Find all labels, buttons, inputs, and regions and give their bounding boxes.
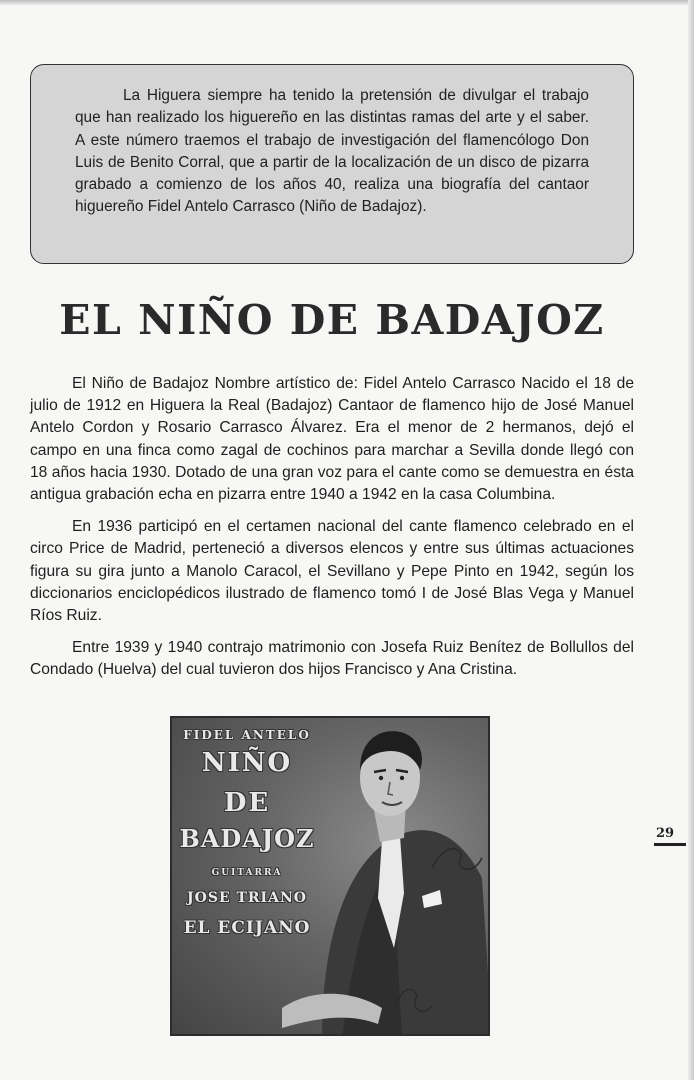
article-paragraph-2: En 1936 participó en el certamen nacional del cante flamenco celebrado en el circo Price de Madrid, perteneció a diversos elencos y entre sus últimas actuaciones figura su gira junto a Manolo Caracol, el Sevillano y Pepe Pinto en 1942, según los diccionarios enciclopédicos ilustrado de flamenco tomó I de José Blas Vega y Manuel Ríos Ruiz.: [30, 518, 634, 625]
article-paragraph-3: Entre 1939 y 1940 contrajo matrimonio con Josefa Ruiz Benítez de Bollullos del Condado (Huelva) del cual tuvieron dos hijos Francisco y Ana Cristina.: [30, 639, 634, 679]
cover-stage-name-line-3: BADAJOZ: [179, 824, 315, 853]
page-number: 29: [656, 826, 675, 841]
intro-box: [30, 64, 634, 264]
cover-stage-name-line-1: NIÑO: [201, 748, 293, 778]
article-body: [30, 373, 634, 692]
cover-guitar-label: GUITARRA: [211, 868, 283, 878]
page-edge-top: [0, 0, 694, 5]
intro-text: La Higuera siempre ha tenido la pretensión de divulgar el trabajo que han realizado los higuereño en las distintas ramas del arte y el saber. A este número traemos el trabajo de investigación del flamencólogo Don Luis de Benito Corral, que a partir de la localización de un disco de pizarra grabado a comienzo de los años 40, realiza una biografía del cantaor higuereño Fidel Antelo Carrasco (Niño de Badajoz).: [75, 87, 589, 216]
cover-stage-name-line-2: DE: [223, 788, 271, 818]
article-paragraph-1: El Niño de Badajoz Nombre artístico de: Fidel Antelo Carrasco Nacido el 18 de julio de 1912 en Higuera la Real (Badajoz) Cantaor de flamenco hijo de José Manuel Antelo Cordon y Rosario Carrasco Álvarez. Era el menor de 2 hermanos, dejó el campo en una finca como zagal de cochinos para marchar a Sevilla donde llegó con 18 años hacia 1930. Dotado de una gran voz para el cante como se demuestra en ésta antigua grabación echa en pizarra entre 1940 a 1942 en la casa Columbina.: [30, 375, 634, 504]
album-cover-image: [170, 716, 490, 1036]
article-title: EL NIÑO DE BADAJOZ: [59, 296, 605, 344]
cover-artist-first-name: FIDEL ANTELO: [183, 728, 311, 742]
cover-guitarist-line-1: JOSE TRIANO: [187, 890, 307, 906]
page-number-rule: [654, 843, 686, 846]
cover-guitarist-line-2: EL ECIJANO: [183, 918, 311, 938]
page-edge-right: [688, 0, 694, 1080]
